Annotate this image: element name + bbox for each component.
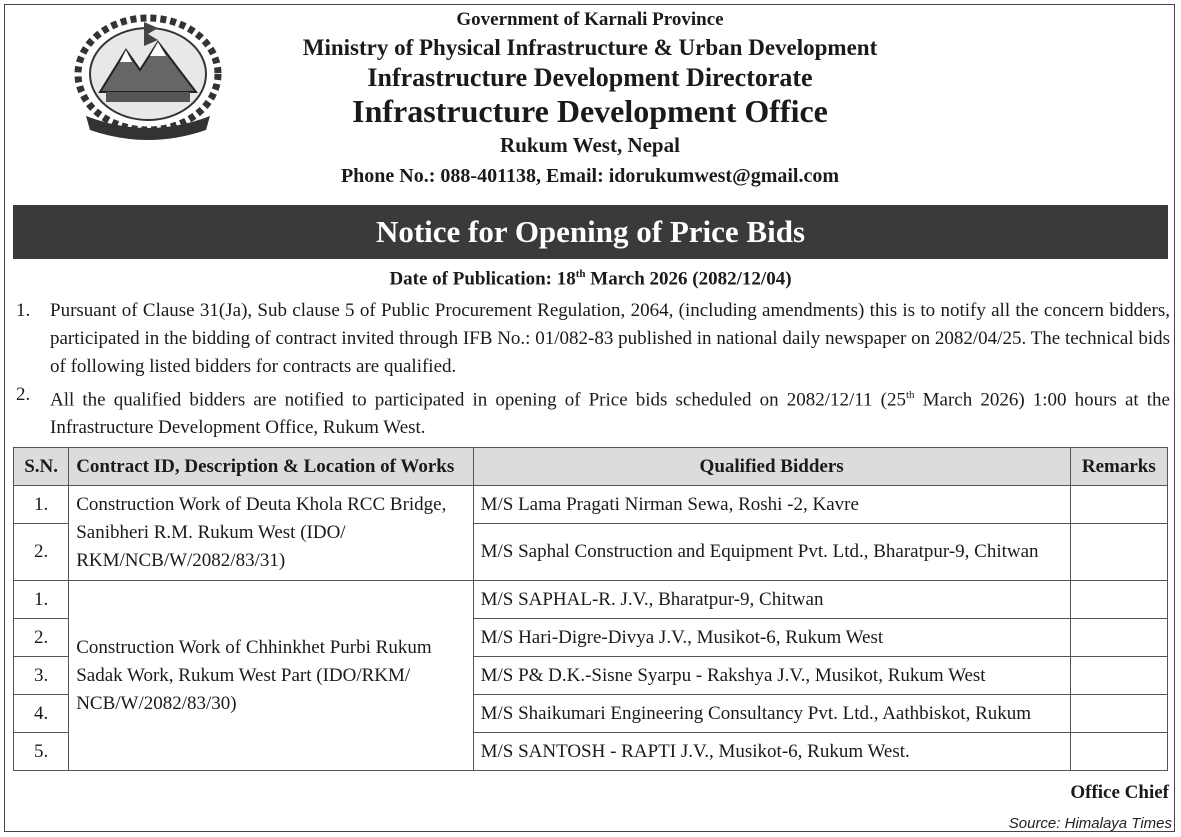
remarks-cell: [1070, 524, 1167, 581]
government-line: Government of Karnali Province: [456, 9, 724, 30]
header-bidders: Qualified Bidders: [473, 448, 1070, 486]
nepal-emblem-icon: [66, 12, 230, 140]
bidder-name: M/S Hari-Digre-Divya J.V., Musikot-6, Rukum West: [473, 619, 1070, 657]
contract-description: Construction Work of Deuta Khola RCC Bridge, Sanibheri R.M. Rukum West (IDO/ RKM/NCB/W/2082/83/31): [69, 486, 473, 581]
bidder-name: M/S Lama Pragati Nirman Sewa, Roshi -2, Kavre: [473, 486, 1070, 524]
paragraph-number: 2.: [16, 384, 31, 405]
serial-number: 4.: [14, 695, 69, 733]
paragraph-1: [16, 297, 1171, 383]
table-row: [14, 581, 1168, 619]
serial-number: 2.: [14, 619, 69, 657]
contact-line: Phone No.: 088-401138, Email: idorukumwest@gmail.com: [340, 165, 840, 187]
remarks-cell: [1070, 486, 1167, 524]
bidders-table: [13, 447, 1168, 771]
remarks-cell: [1070, 657, 1167, 695]
serial-number: 1.: [14, 486, 69, 524]
remarks-cell: [1070, 733, 1167, 771]
table-row: [14, 486, 1168, 524]
bidder-name: M/S P& D.K.-Sisne Syarpu - Rakshya J.V., Musikot, Rukum West: [473, 657, 1070, 695]
table-header-row: [14, 448, 1168, 486]
paragraph-text: All the qualified bidders are notified to participated in opening of Price bids scheduled on 2082/12/11 (25th March 2026) 1:00 hours at the Infrastructure Development Office, Rukum West.: [50, 389, 1170, 439]
serial-number: 3.: [14, 657, 69, 695]
header-contract: Contract ID, Description & Location of Works: [69, 448, 473, 486]
contract-description: Construction Work of Chhinkhet Purbi Rukum Sadak Work, Rukum West Part (IDO/RKM/ NCB/W/2082/83/30): [69, 581, 473, 771]
bidder-name: M/S SAPHAL-R. J.V., Bharatpur-9, Chitwan: [473, 581, 1070, 619]
remarks-cell: [1070, 619, 1167, 657]
paragraph-text: Pursuant of Clause 31(Ja), Sub clause 5 of Public Procurement Regulation, 2064, (including amendments) this is to notify all the concern bidders, participated in the bidding of contract invited through IFB No.: 01/082-83 published in national daily newspaper on 2082/04/25. The technical bids of following listed bidders for contracts are qualified.: [50, 300, 1170, 377]
ministry-line: Ministry of Physical Infrastructure & Urban Development: [302, 35, 878, 60]
bidder-name: M/S Shaikumari Engineering Consultancy Pvt. Ltd., Aathbiskot, Rukum: [473, 695, 1070, 733]
paragraph-2: [16, 381, 1171, 439]
publication-date: Date of Publication: 18th March 2026 (2082/12/04): [389, 268, 792, 290]
office-location: Rukum West, Nepal: [500, 133, 680, 157]
source-credit: Source: Himalaya Times: [1008, 815, 1172, 832]
header-remarks: Remarks: [1070, 448, 1167, 486]
office-name: Infrastructure Development Office: [352, 93, 828, 129]
paragraph-number: 1.: [16, 300, 31, 321]
serial-number: 5.: [14, 733, 69, 771]
remarks-cell: [1070, 695, 1167, 733]
directorate-line: Infrastructure Development Directorate: [367, 63, 813, 92]
header-sn: S.N.: [14, 448, 69, 486]
bidder-name: M/S Saphal Construction and Equipment Pvt. Ltd., Bharatpur-9, Chitwan: [473, 524, 1070, 581]
bidder-name: M/S SANTOSH - RAPTI J.V., Musikot-6, Rukum West.: [473, 733, 1070, 771]
serial-number: 2.: [14, 524, 69, 581]
notice-title: Notice for Opening of Price Bids: [13, 205, 1168, 259]
signature-office-chief: Office Chief: [1070, 782, 1169, 803]
remarks-cell: [1070, 581, 1167, 619]
serial-number: 1.: [14, 581, 69, 619]
